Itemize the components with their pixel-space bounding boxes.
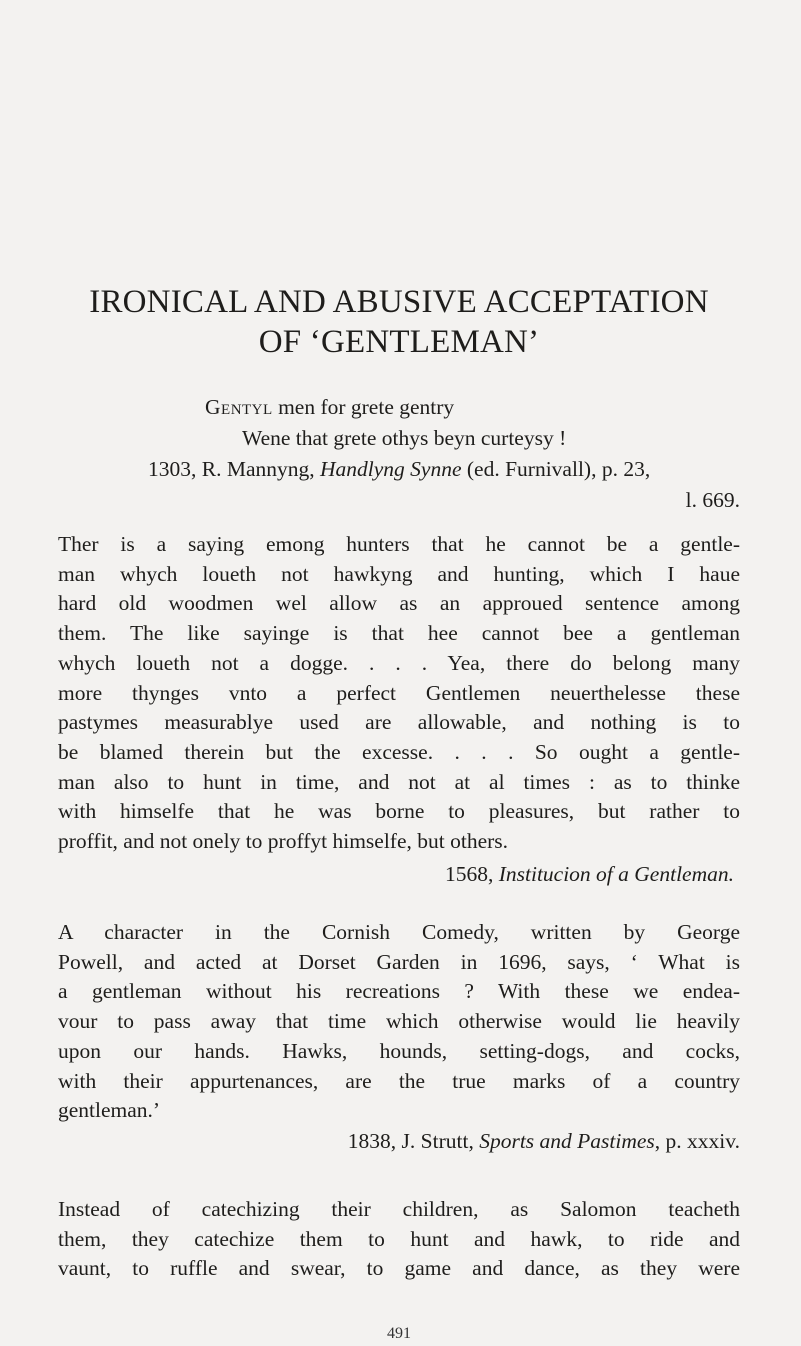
paragraph-line: A character in the Cornish Comedy, written by George <box>58 920 740 944</box>
paragraph-line: proffit, and not onely to proffyt himselfe, but others. <box>58 829 509 854</box>
page-title <box>58 282 740 362</box>
paragraph-line: them, they catechize them to hunt and hawk, to ride and <box>58 1226 740 1251</box>
verse-line-1-text: men for grete gentry <box>272 395 455 419</box>
source-title: Sports and Pastimes <box>479 1129 655 1153</box>
title-line-2: OF ‘GENTLEMAN’ <box>258 324 540 360</box>
paragraph-line: whych loueth not a dogge. . . . Yea, there do belong many <box>58 650 740 675</box>
verse-citation-post: (ed. Furnivall), p. 23, <box>461 457 651 481</box>
paragraph-line: more thynges vnto a perfect Gentlemen neuerthelesse these <box>58 680 740 705</box>
verse-citation <box>58 454 740 485</box>
source-pre: 1838, J. Strutt, <box>347 1129 480 1153</box>
page-number: 491 <box>387 1325 411 1342</box>
paragraph-3 <box>58 1195 740 1284</box>
source-citation-2 <box>348 1126 740 1156</box>
source-post: , p. xxxiv. <box>654 1129 740 1153</box>
verse-line-1 <box>58 392 740 423</box>
paragraph-line: upon our hands. Hawks, hounds, setting-dogs, and cocks, <box>58 1038 740 1063</box>
verse-citation-pre: 1303, R. Mannyng, <box>148 457 320 481</box>
paragraph-line: Powell, and acted at Dorset Garden in 1696, says, ‘ What is <box>58 949 740 974</box>
paragraph-line: be blamed therein but the excesse. . . . So ought a gentle- <box>58 739 740 764</box>
paragraph-line: vour to pass away that time which otherwise would lie heavily <box>58 1009 740 1034</box>
paragraph-line: with their appurtenances, are the true marks of a country <box>58 1068 740 1093</box>
verse-citation-line: l. 669. <box>685 488 740 512</box>
paragraph-1 <box>58 530 740 857</box>
paragraph-line: man also to hunt in time, and not at al times : as to thinke <box>58 769 740 794</box>
source-year: 1568, <box>444 862 499 886</box>
verse-line-2: Wene that grete othys beyn curteysy ! <box>242 426 567 450</box>
paragraph-line: Instead of catechizing their children, as Salomon teacheth <box>58 1197 740 1221</box>
paragraph-line: hard old woodmen wel allow as an approued sentence among <box>58 591 740 616</box>
paragraph-line: man whych loueth not hawkyng and hunting, which I haue <box>58 561 740 586</box>
book-page <box>58 0 740 1346</box>
paragraph-line: with himselfe that he was borne to pleasures, but rather to <box>58 799 740 824</box>
verse-initial-word: Gentyl <box>205 395 273 419</box>
paragraph-line: gentleman.’ <box>58 1098 161 1123</box>
verse-quotation <box>58 392 740 516</box>
source-citation-1 <box>445 859 734 889</box>
paragraph-line: vaunt, to ruffle and swear, to game and dance, as they were <box>58 1256 740 1281</box>
paragraph-line: a gentleman without his recreations ? With these we endea- <box>58 979 740 1004</box>
paragraph-2 <box>58 918 740 1126</box>
verse-citation-title: Handlyng Synne <box>320 457 462 481</box>
paragraph-line: them. The like sayinge is that hee cannot bee a gentleman <box>58 621 740 646</box>
paragraph-line: Ther is a saying emong hunters that he cannot be a gentle- <box>58 532 740 556</box>
title-line-1: IRONICAL AND ABUSIVE ACCEPTATION <box>89 284 709 320</box>
source-title: Institucion of a Gentleman. <box>498 862 734 886</box>
paragraph-line: pastymes measurablye used are allowable, and nothing is to <box>58 710 740 735</box>
